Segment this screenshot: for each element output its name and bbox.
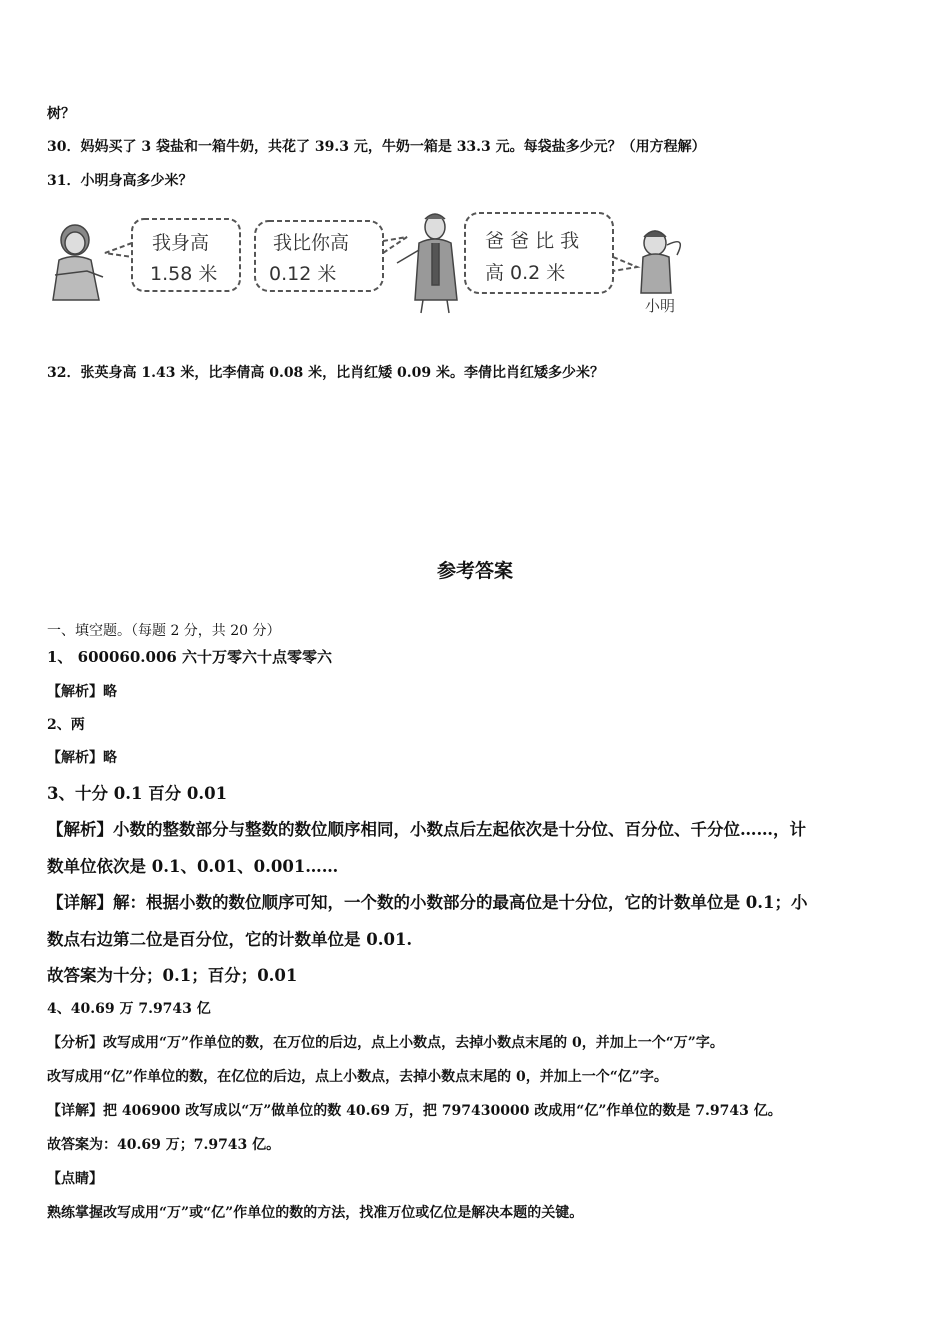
section-1-heading: 一、填空题。（每题 2 分，共 20 分） [47,623,281,639]
boy-figure [641,231,680,293]
answer-4-detail: 【详解】把 406900 改写成以“万”做单位的数 40.69 万，把 797430000 改成用“亿”作单位的数是 7.9743 亿。 [47,1103,782,1119]
answer-4: 4、40.69 万 7.9743 亿 [47,1001,211,1017]
answer-2-analysis: 【解析】略 [47,750,117,766]
answer-4-tip-heading: 【点睛】 [47,1171,103,1187]
answer-key-title: 参考答案 [436,560,513,582]
answer-3-detail-line-1: 【详解】解：根据小数的数位顺序可知，一个数的小数部分的最高位是十分位，它的计数单位是 0.1；小 [47,893,808,912]
bubble-1-line-1: 我身高 [152,232,210,254]
answer-4-conclusion: 故答案为：40.69 万；7.9743 亿。 [47,1137,281,1153]
bubble-2-line-1: 我比你高 [273,232,350,254]
answer-4-analysis-line-2: 改写成用“亿”作单位的数，在亿位的后边，点上小数点，去掉小数点末尾的 0，并加上一个“亿”字。 [47,1069,668,1085]
bubble-1-line-2: 1.58 米 [150,263,218,285]
bubble-3-line-1: 爸 爸 比 我 [485,230,580,252]
answer-1: 1、 600060.006 六十万零六十点零零六 [47,648,333,666]
answer-4-analysis-line-1: 【分析】改写成用“万”作单位的数，在万位的后边，点上小数点，去掉小数点末尾的 0，并加上一个“万”字。 [47,1035,724,1051]
answer-3-analysis-line-1: 【解析】小数的整数部分与整数的数位顺序相同，小数点后左起依次是十分位、百分位、千分位……，计 [47,820,806,839]
bubble-3-line-2: 高 0.2 米 [485,262,566,284]
girl-figure [53,225,103,300]
question-29-tail: 树？ [47,106,75,122]
answer-3-detail-line-2: 数点右边第二位是百分位，它的计数单位是 0.01. [47,930,413,949]
answer-4-tip-text: 熟练掌握改写成用“万”或“亿”作单位的数的方法，找准万位或亿位是解决本题的关键。 [47,1205,584,1221]
answer-3: 3、十分 0.1 百分 0.01 [47,784,228,803]
answer-3-analysis-line-2: 数单位依次是 0.1、0.01、0.001…… [47,857,339,876]
question-32: 32．张英身高 1.43 米，比李倩高 0.08 米，比肖红矮 0.09 米。李倩比肖红矮多少米？ [47,365,605,381]
answer-3-conclusion: 故答案为十分；0.1；百分；0.01 [47,966,298,985]
question-30: 30．妈妈买了 3 袋盐和一箱牛奶，共花了 39.3 元，牛奶一箱是 33.3 元。每袋盐多少元？（用方程解） [47,139,706,155]
height-comparison-illustration [47,205,707,320]
xiaoming-caption: 小明 [645,297,676,315]
question-31: 31．小明身高多少米？ [47,173,193,189]
father-figure [397,214,457,313]
answer-2: 2、两 [47,717,85,733]
answer-1-analysis: 【解析】略 [47,684,117,700]
bubble-2-line-2: 0.12 米 [269,263,337,285]
